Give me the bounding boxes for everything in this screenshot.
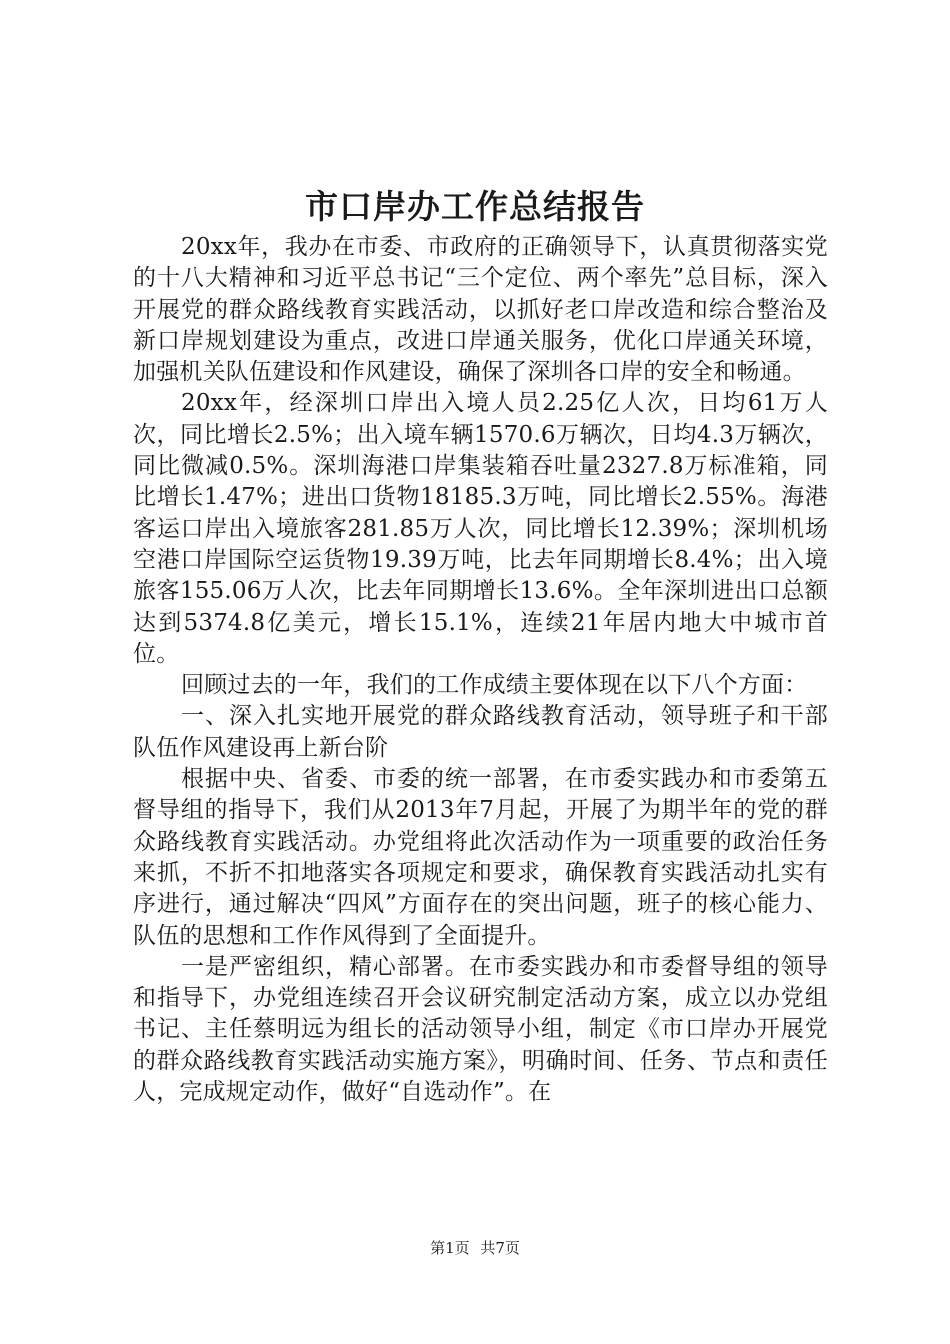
section-heading-1: 一、深入扎实地开展党的群众路线教育活动，领导班子和干部队伍作风建设再上新台阶 — [133, 703, 828, 761]
page-footer — [0, 1238, 950, 1258]
paragraph-organization: 一是严密组织，精心部署。在市委实践办和市委督导组的领导和指导下，办党组连续召开会议研究制定活动方案，成立以办党组书记、主任蔡明远为组长的活动领导小组，制定《市口岸办开展党的群众路线教育实践活动实施方案》，明确时间、任务、节点和责任人，完成规定动作，做好“自选动作”。在 — [133, 953, 828, 1106]
paragraph-statistics: 20xx年，经深圳口岸出入境人员2.25亿人次，日均61万人次，同比增长2.5%；出入境车辆1570.6万辆次，日均4.3万辆次，同比微减0.5%。深圳海港口岸集装箱吞吐量2327.8万标准箱，同比增长1.47%；进出口货物18185.3万吨，同比增长2.55%。海港客运口岸出入境旅客281.85万人次，同比增长12.39%；深圳机场空港口岸国际空运货物19.39万吨，比去年同期增长8.4%；出入境旅客155.06万人次，比去年同期增长13.6%。全年深圳进出口总额达到5374.8亿美元，增长15.1%，连续21年居内地大中城市首位。 — [133, 390, 828, 667]
paragraph-review: 回顾过去的一年，我们的工作成绩主要体现在以下八个方面： — [181, 672, 808, 699]
document-body — [133, 232, 828, 1108]
page-number: 第1页 — [430, 1239, 470, 1257]
page-title: 市口岸办工作总结报告 — [305, 187, 645, 226]
page-total: 共7页 — [480, 1239, 520, 1257]
paragraph-section-1: 根据中央、省委、市委的统一部署，在市委实践办和市委第五督导组的指导下，我们从2013年7月起，开展了为期半年的党的群众路线教育实践活动。办党组将此次活动作为一项重要的政治任务来抓，不折不扣地落实各项规定和要求，确保教育实践活动扎实有序进行，通过解决“四风”方面存在的突出问题，班子的核心能力、队伍的思想和工作作风得到了全面提升。 — [133, 766, 828, 949]
paragraph-intro: 20xx年，我办在市委、市政府的正确领导下，认真贯彻落实党的十八大精神和习近平总书记“三个定位、两个率先”总目标，深入开展党的群众路线教育实践活动，以抓好老口岸改造和综合整治及新口岸规划建设为重点，改进口岸通关服务，优化口岸通关环境，加强机关队伍建设和作风建设，确保了深圳各口岸的安全和畅通。 — [133, 234, 828, 386]
